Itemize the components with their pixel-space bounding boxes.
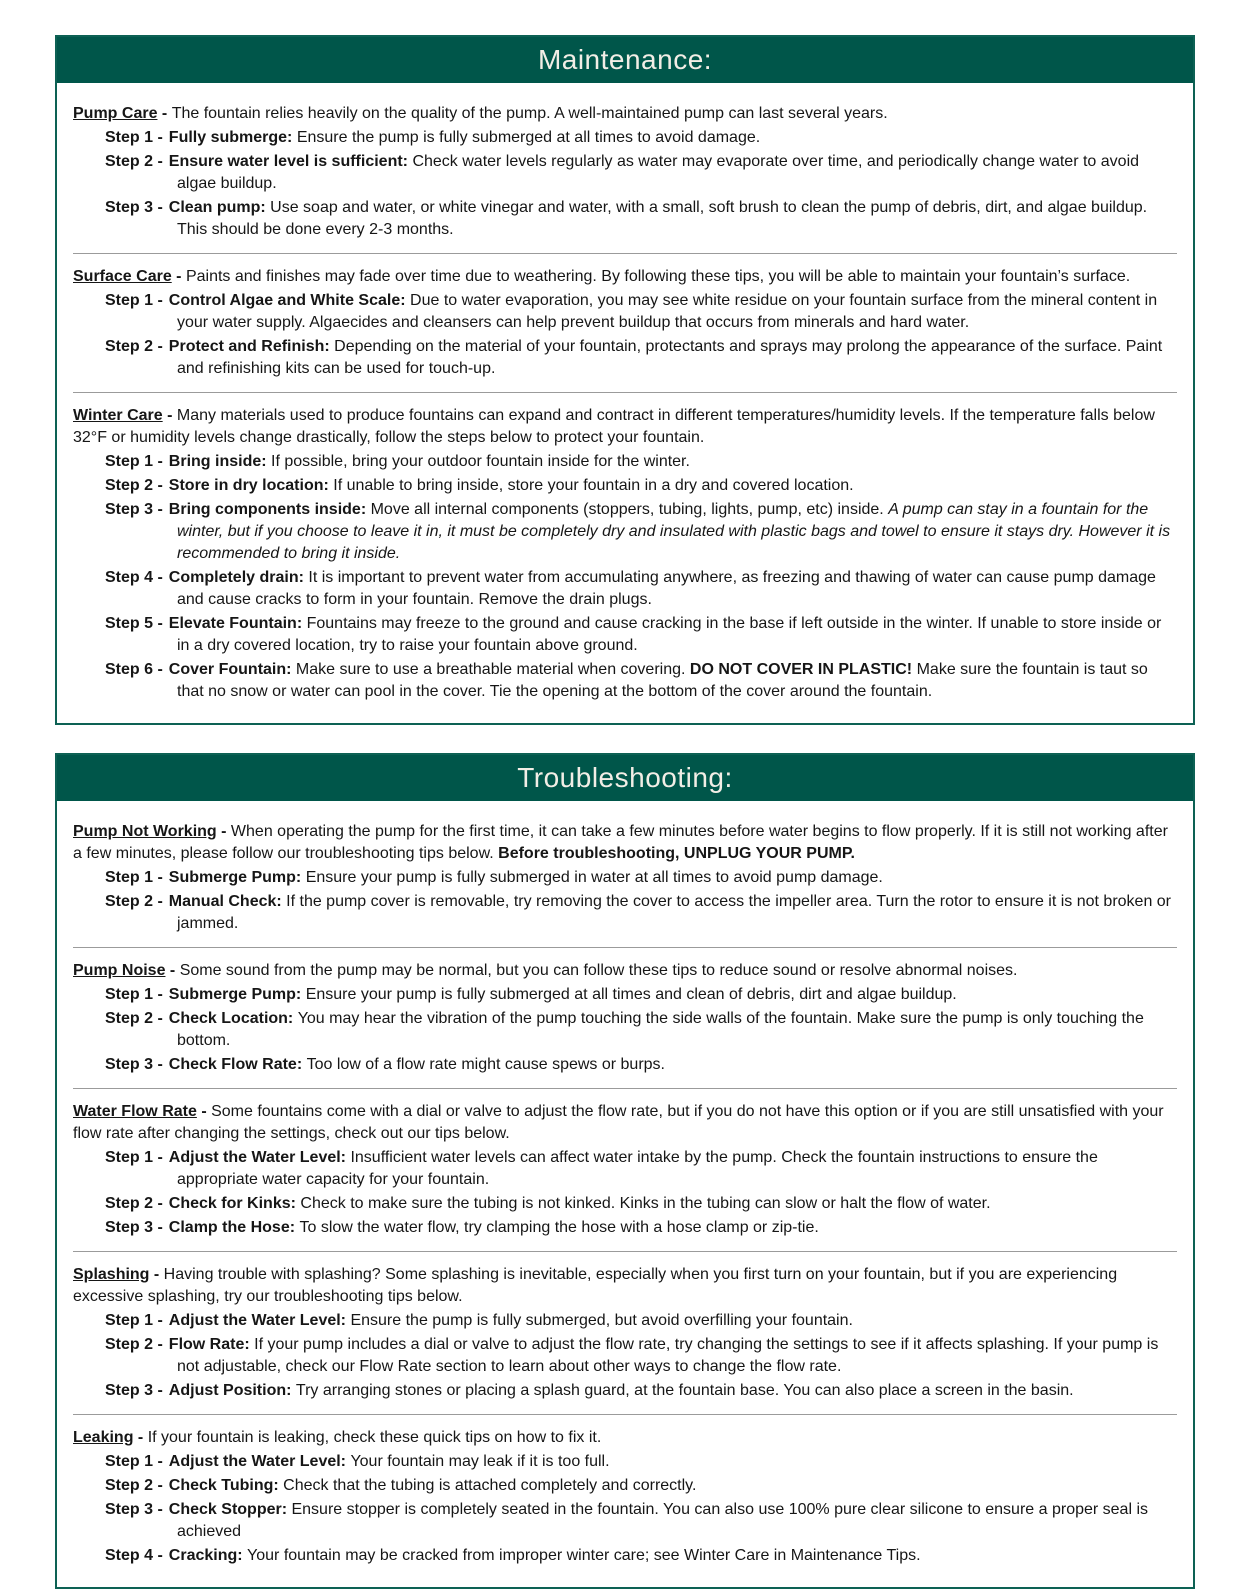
text-run: Paints and finishes may fade over time due to weathering. By following these tips, you will be able to maintain your fountain’s surface. bbox=[185, 268, 1131, 285]
maintenance-section-body bbox=[57, 83, 1193, 723]
topic-separator: - bbox=[133, 1429, 148, 1446]
topic-intro bbox=[73, 960, 1177, 982]
step-label: Step 1 - bbox=[105, 453, 163, 470]
step-title: Check Location: bbox=[168, 1010, 298, 1027]
topic-separator: - bbox=[149, 1266, 164, 1283]
text-run: Before troubleshooting, UNPLUG YOUR PUMP. bbox=[498, 845, 855, 862]
text-run: DO NOT COVER IN PLASTIC! bbox=[689, 661, 913, 678]
step-label: Step 1 - bbox=[105, 1149, 163, 1166]
topic-separator: - bbox=[196, 1103, 212, 1120]
topic-separator: - bbox=[216, 823, 231, 840]
step-label: Step 1 - bbox=[105, 1312, 163, 1329]
step-label: Step 2 - bbox=[105, 1010, 163, 1027]
step-label: Step 3 - bbox=[105, 1382, 163, 1399]
step-label: Step 2 - bbox=[105, 338, 163, 355]
text-run: Use soap and water, or white vinegar and water, with a small, soft brush to clean the pump of debris, dirt, and algae buildup. This should be done every 2-3 months. bbox=[177, 199, 1148, 238]
topic-separator: - bbox=[165, 962, 180, 979]
step-label: Step 3 - bbox=[105, 1056, 163, 1073]
text-run: It is important to prevent water from accumulating anywhere, as freezing and thawing of water can cause pump damage and cause cracks to form in your fountain. Remove the drain plugs. bbox=[177, 569, 1156, 608]
step-title: Fully submerge: bbox=[168, 129, 297, 146]
text-run: Your fountain may leak if it is too full. bbox=[350, 1453, 610, 1470]
step-title: Cover Fountain: bbox=[168, 661, 296, 678]
step-title: Clamp the Hose: bbox=[168, 1219, 300, 1236]
topic-intro bbox=[73, 1427, 1177, 1449]
step-title: Elevate Fountain: bbox=[168, 615, 307, 632]
topic-divider bbox=[73, 947, 1177, 948]
topic-divider bbox=[73, 253, 1177, 254]
text-run: When operating the pump for the first time, it can take a few minutes before water begins to flow properly. If it is still not working after a few minutes, please follow our troubleshooting tips below. bbox=[73, 823, 1168, 862]
topic-divider bbox=[73, 1414, 1177, 1415]
topic-intro bbox=[73, 1264, 1177, 1308]
step-item bbox=[105, 1054, 1177, 1076]
text-run: Fountains may freeze to the ground and cause cracking in the base if left outside in the winter. If unable to store inside or in a dry covered location, try to raise your fountain above ground. bbox=[177, 615, 1162, 654]
text-run: Due to water evaporation, you may see white residue on your fountain surface from the mineral content in your water supply. Algaecides and cleansers can help prevent buildup that occurs from minerals and hard water. bbox=[177, 292, 1158, 331]
step-item bbox=[105, 1545, 1177, 1567]
step-label: Step 2 - bbox=[105, 1195, 163, 1212]
step-item bbox=[105, 290, 1177, 334]
step-title: Completely drain: bbox=[168, 569, 309, 586]
topic-heading: Splashing bbox=[73, 1266, 150, 1283]
step-item bbox=[105, 336, 1177, 380]
step-title: Ensure water level is sufficient: bbox=[168, 153, 413, 170]
step-title: Adjust the Water Level: bbox=[168, 1453, 351, 1470]
topic-heading: Water Flow Rate bbox=[73, 1103, 197, 1120]
step-title: Clean pump: bbox=[168, 199, 271, 216]
step-title: Flow Rate: bbox=[168, 1336, 255, 1353]
text-run: Having trouble with splashing? Some splashing is inevitable, especially when you first turn on your fountain, but if you are experiencing excessive splashing, try our troubleshooting tips below. bbox=[73, 1266, 1118, 1305]
step-title: Manual Check: bbox=[168, 893, 287, 910]
step-item bbox=[105, 1499, 1177, 1543]
step-item bbox=[105, 475, 1177, 497]
step-item bbox=[105, 1193, 1177, 1215]
step-label: Step 4 - bbox=[105, 1547, 163, 1564]
text-run: Check that the tubing is attached completely and correctly. bbox=[283, 1477, 697, 1494]
step-title: Check Flow Rate: bbox=[168, 1056, 307, 1073]
step-title: Control Algae and White Scale: bbox=[168, 292, 411, 309]
step-item bbox=[105, 1380, 1177, 1402]
text-run: Ensure your pump is fully submerged in water at all times to avoid pump damage. bbox=[305, 869, 883, 886]
step-label: Step 1 - bbox=[105, 129, 163, 146]
text-run: To slow the water flow, try clamping the hose with a hose clamp or zip-tie. bbox=[299, 1219, 819, 1236]
troubleshooting-section bbox=[55, 753, 1195, 1589]
text-run: Depending on the material of your fountain, protectants and sprays may prolong the appearance of the surface. Paint and refinishing kits can be used for touch-up. bbox=[177, 338, 1163, 377]
step-title: Submerge Pump: bbox=[168, 869, 306, 886]
text-run: Insufficient water levels can affect water intake by the pump. Check the fountain instructions to ensure the appropriate water capacity for your fountain. bbox=[177, 1149, 1098, 1188]
step-label: Step 6 - bbox=[105, 661, 163, 678]
step-label: Step 2 - bbox=[105, 893, 163, 910]
text-run: Check to make sure the tubing is not kinked. Kinks in the tubing can slow or halt the flow of water. bbox=[300, 1195, 991, 1212]
step-title: Protect and Refinish: bbox=[168, 338, 335, 355]
topic-divider bbox=[73, 1088, 1177, 1089]
text-run: Make sure to use a breathable material when covering. bbox=[295, 661, 690, 678]
text-run: The fountain relies heavily on the quality of the pump. A well-maintained pump can last several years. bbox=[171, 105, 888, 122]
text-run: If your pump includes a dial or valve to adjust the flow rate, try changing the settings to see if it affects splashing. If your pump is not adjustable, check our Flow Rate section to learn about other ways to change the flow rate. bbox=[177, 1336, 1159, 1375]
step-label: Step 2 - bbox=[105, 477, 163, 494]
maintenance-section bbox=[55, 35, 1195, 725]
step-label: Step 3 - bbox=[105, 1501, 163, 1518]
step-label: Step 3 - bbox=[105, 501, 163, 518]
topic-heading: Winter Care bbox=[73, 407, 163, 424]
step-title: Bring inside: bbox=[168, 453, 272, 470]
step-item bbox=[105, 451, 1177, 473]
text-run: If your fountain is leaking, check these quick tips on how to fix it. bbox=[147, 1429, 602, 1446]
step-item bbox=[105, 197, 1177, 241]
text-run: If the pump cover is removable, try removing the cover to access the impeller area. Turn the rotor to ensure it is not broken or jammed. bbox=[177, 893, 1172, 932]
step-item bbox=[105, 1008, 1177, 1052]
troubleshooting-section-header bbox=[57, 755, 1193, 801]
text-run: Ensure the pump is fully submerged, but avoid overfilling your fountain. bbox=[350, 1312, 853, 1329]
step-label: Step 5 - bbox=[105, 615, 163, 632]
text-run: If unable to bring inside, store your fountain in a dry and covered location. bbox=[333, 477, 854, 494]
troubleshooting-section-body bbox=[57, 801, 1193, 1587]
text-run: Check water levels regularly as water may evaporate over time, and periodically change water to avoid algae buildup. bbox=[177, 153, 1140, 192]
step-item bbox=[105, 1475, 1177, 1497]
text-run: Move all internal components (stoppers, tubing, lights, pump, etc) inside. bbox=[370, 501, 889, 518]
topic-separator: - bbox=[157, 105, 172, 122]
step-item bbox=[105, 613, 1177, 657]
text-run: If possible, bring your outdoor fountain inside for the winter. bbox=[271, 453, 690, 470]
step-label: Step 3 - bbox=[105, 1219, 163, 1236]
step-title: Check for Kinks: bbox=[168, 1195, 301, 1212]
topic-heading: Surface Care bbox=[73, 268, 172, 285]
step-title: Cracking: bbox=[168, 1547, 248, 1564]
topic-intro bbox=[73, 1101, 1177, 1145]
step-title: Adjust the Water Level: bbox=[168, 1149, 351, 1166]
topic-divider bbox=[73, 392, 1177, 393]
topic-intro bbox=[73, 821, 1177, 865]
troubleshooting-section-title: Troubleshooting: bbox=[517, 762, 733, 793]
text-run: Many materials used to produce fountains can expand and contract in different temperatures/humidity levels. If the temperature falls below 32°F or humidity levels change drastically, follow the steps below to protect your fountain. bbox=[73, 407, 1155, 446]
step-item bbox=[105, 1310, 1177, 1332]
step-label: Step 1 - bbox=[105, 292, 163, 309]
step-item bbox=[105, 891, 1177, 935]
step-label: Step 1 - bbox=[105, 986, 163, 1003]
maintenance-section-header bbox=[57, 37, 1193, 83]
step-item bbox=[105, 151, 1177, 195]
step-item bbox=[105, 1217, 1177, 1239]
step-item bbox=[105, 127, 1177, 149]
topic-heading: Pump Care bbox=[73, 105, 158, 122]
step-label: Step 2 - bbox=[105, 1477, 163, 1494]
text-run: Some fountains come with a dial or valve to adjust the flow rate, but if you do not have this option or if you are still unsatisfied with your flow rate after changing the settings, check out our tips below. bbox=[73, 1103, 1164, 1142]
step-title: Adjust the Water Level: bbox=[168, 1312, 351, 1329]
topic-intro bbox=[73, 103, 1177, 125]
step-title: Check Stopper: bbox=[168, 1501, 292, 1518]
text-run: Ensure the pump is fully submerged at all times to avoid damage. bbox=[296, 129, 761, 146]
text-run: You may hear the vibration of the pump touching the side walls of the fountain. Make sure the pump is only touching the bottom. bbox=[177, 1010, 1144, 1049]
step-label: Step 1 - bbox=[105, 869, 163, 886]
step-label: Step 3 - bbox=[105, 199, 163, 216]
topic-intro bbox=[73, 266, 1177, 288]
step-title: Bring components inside: bbox=[168, 501, 371, 518]
step-title: Store in dry location: bbox=[168, 477, 334, 494]
topic-separator: - bbox=[162, 407, 177, 424]
step-label: Step 2 - bbox=[105, 153, 163, 170]
step-item bbox=[105, 499, 1177, 565]
step-item bbox=[105, 1147, 1177, 1191]
topic-divider bbox=[73, 1251, 1177, 1252]
text-run: Too low of a flow rate might cause spews or burps. bbox=[306, 1056, 665, 1073]
step-item bbox=[105, 867, 1177, 889]
topic-intro bbox=[73, 405, 1177, 449]
text-run: Your fountain may be cracked from improper winter care; see Winter Care in Maintenance Tips. bbox=[247, 1547, 921, 1564]
step-title: Submerge Pump: bbox=[168, 986, 306, 1003]
step-label: Step 1 - bbox=[105, 1453, 163, 1470]
step-label: Step 4 - bbox=[105, 569, 163, 586]
text-run: A pump can stay in a fountain for the winter, but if you choose to leave it in, it must be completely dry and insulated with plastic bags and towel to ensure it stays dry. However it is recommended to bring it inside. bbox=[177, 501, 1171, 562]
text-run: Make sure the fountain is taut so that no snow or water can pool in the cover. Tie the opening at the bottom of the cover around the fountain. bbox=[177, 661, 1148, 700]
step-item bbox=[105, 1451, 1177, 1473]
text-run: Ensure stopper is completely seated in the fountain. You can also use 100% pure clear silicone to ensure a proper seal is achieved bbox=[177, 1501, 1149, 1540]
step-item bbox=[105, 659, 1177, 703]
step-item bbox=[105, 984, 1177, 1006]
step-item bbox=[105, 567, 1177, 611]
topic-heading: Pump Not Working bbox=[73, 823, 217, 840]
maintenance-section-title: Maintenance: bbox=[537, 44, 713, 75]
step-title: Check Tubing: bbox=[168, 1477, 284, 1494]
step-item bbox=[105, 1334, 1177, 1378]
topic-heading: Leaking bbox=[73, 1429, 134, 1446]
text-run: Some sound from the pump may be normal, but you can follow these tips to reduce sound or resolve abnormal noises. bbox=[179, 962, 1018, 979]
text-run: Ensure your pump is fully submerged at all times and clean of debris, dirt and algae buildup. bbox=[305, 986, 957, 1003]
topic-heading: Pump Noise bbox=[73, 962, 166, 979]
step-label: Step 2 - bbox=[105, 1336, 163, 1353]
step-title: Adjust Position: bbox=[168, 1382, 296, 1399]
text-run: Try arranging stones or placing a splash guard, at the fountain base. You can also place a screen in the basin. bbox=[295, 1382, 1074, 1399]
topic-separator: - bbox=[171, 268, 186, 285]
